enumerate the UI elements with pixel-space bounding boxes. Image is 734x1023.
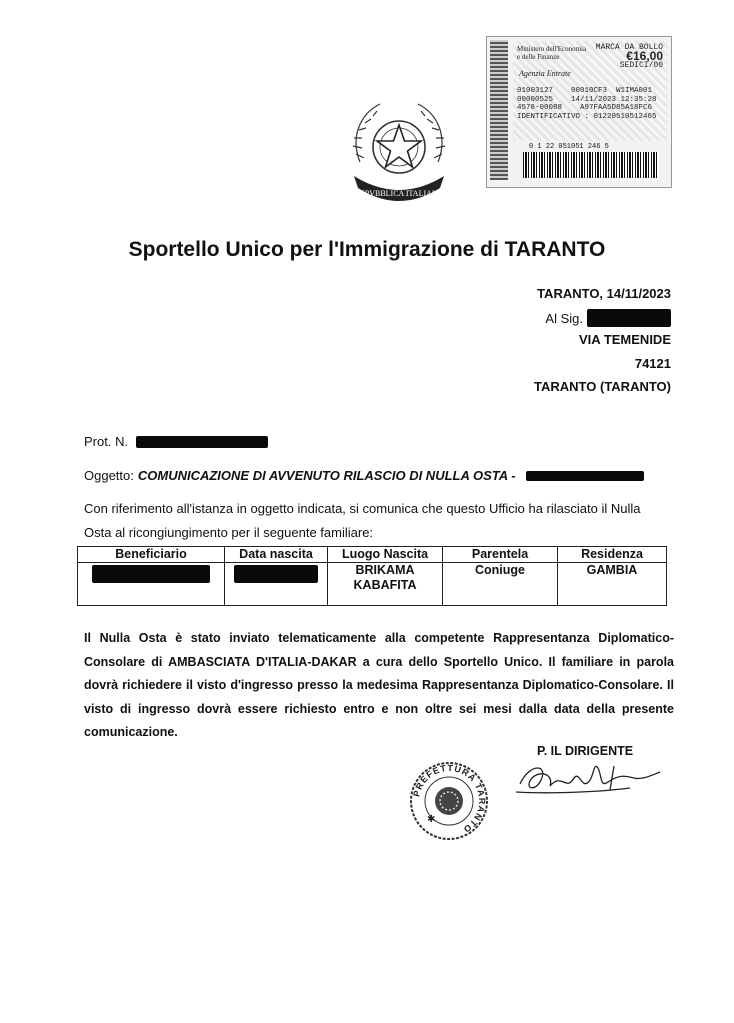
- stamp-line-1: 01003127 00010CF3 W1IMA001: [517, 87, 653, 95]
- recipient-street: VIA TEMENIDE: [579, 332, 671, 347]
- cell-residenza: GAMBIA: [558, 563, 667, 606]
- stamp-barcode-number: 0 1 22 051051 246 5: [529, 143, 609, 151]
- stamp-line-3: 4578-00088 A97FAA5D85A18FC6: [517, 104, 653, 112]
- signer-label: P. IL DIRIGENTE: [537, 744, 634, 758]
- header-residenza: Residenza: [558, 547, 667, 563]
- cell-parentela: Coniuge: [443, 563, 558, 606]
- subject-text: COMUNICAZIONE DI AVVENUTO RILASCIO DI NULLA OSTA -: [137, 468, 516, 483]
- stamp-body: [513, 41, 667, 141]
- stamp-amount-words: SEDICI/00: [619, 61, 663, 70]
- stamp-ministry: Ministero dell'Economia e delle Finanze: [517, 45, 587, 61]
- page-title: Sportello Unico per l'Immigrazione di TARANTO: [128, 238, 606, 261]
- subject-label: Oggetto:: [84, 468, 134, 483]
- table-header-row: [78, 547, 667, 563]
- seal-star-icon: ✱: [427, 814, 436, 825]
- redacted-subject-reference: [526, 471, 644, 481]
- subject-line: [84, 468, 644, 483]
- redacted-birth-date: [234, 565, 318, 583]
- beneficiary-table: [77, 546, 667, 606]
- cell-luogo-nascita: BRIKAMA KABAFITA: [328, 563, 443, 606]
- table-row: [78, 563, 667, 606]
- prefecture-seal: [408, 760, 490, 842]
- stamp-value-block: [596, 43, 663, 70]
- stamp-barcode: [523, 152, 659, 178]
- header-luogo-nascita: Luogo Nascita: [328, 547, 443, 563]
- header-parentela: Parentela: [443, 547, 558, 563]
- stamp-type: MARCA DA BOLLO: [595, 43, 663, 52]
- handwritten-signature: [510, 752, 670, 802]
- stamp-line-4: IDENTIFICATIVO : 01220510512465: [517, 112, 657, 121]
- redacted-protocol-number: [136, 436, 268, 448]
- cell-data-nascita: [225, 563, 328, 606]
- redacted-recipient-name: [587, 309, 671, 327]
- intro-line-1: Con riferimento all'istanza in oggetto indicata, si comunica che questo Ufficio ha rilasciato il Nulla: [84, 501, 641, 516]
- stamp-agency: Agenzia Entrate: [519, 69, 571, 78]
- stamp-lines: [517, 87, 657, 121]
- header-beneficiario: Beneficiario: [78, 547, 225, 563]
- stamp-security-strip: [490, 40, 508, 180]
- stamp-line-2: 00000525 14/11/2023 12:35:28: [517, 95, 657, 104]
- recipient-line: [545, 309, 671, 327]
- intro-line-2: Osta al ricongiungimento per il seguente familiare:: [84, 525, 374, 540]
- recipient-prefix: Al Sig.: [545, 310, 583, 326]
- body-paragraph: Il Nulla Osta è stato inviato telematicamente alla competente Rappresentanza Diplomatico-Consolare di AMBASCIATA D'ITALIA-DAKAR a cura dello Sportello Unico. Il familiare in parola dovrà richiedere il visto d'ingresso presso la medesima Rappresentanza Diplomatico-Consolare. Il visto di ingresso dovrà essere richiesto entro e non oltre sei mesi dalla data della presente comunicazione.: [84, 631, 674, 739]
- place-date: TARANTO, 14/11/2023: [537, 286, 671, 301]
- emblem-banner-text: REPVBBLICA ITALIANA: [354, 189, 444, 198]
- recipient-zip: 74121: [634, 356, 671, 371]
- italian-republic-emblem: [340, 92, 458, 210]
- protocol-line: [84, 434, 268, 449]
- stamp-amount: €16,00: [626, 49, 663, 63]
- recipient-city: TARANTO (TARANTO): [534, 379, 671, 394]
- protocol-label: Prot. N.: [84, 434, 129, 449]
- header-data-nascita: Data nascita: [225, 547, 328, 563]
- cell-beneficiario: [78, 563, 225, 606]
- seal-text: PREFETTURA TARANTO: [411, 762, 488, 835]
- redacted-beneficiary-name: [92, 565, 210, 583]
- revenue-stamp: [486, 36, 672, 188]
